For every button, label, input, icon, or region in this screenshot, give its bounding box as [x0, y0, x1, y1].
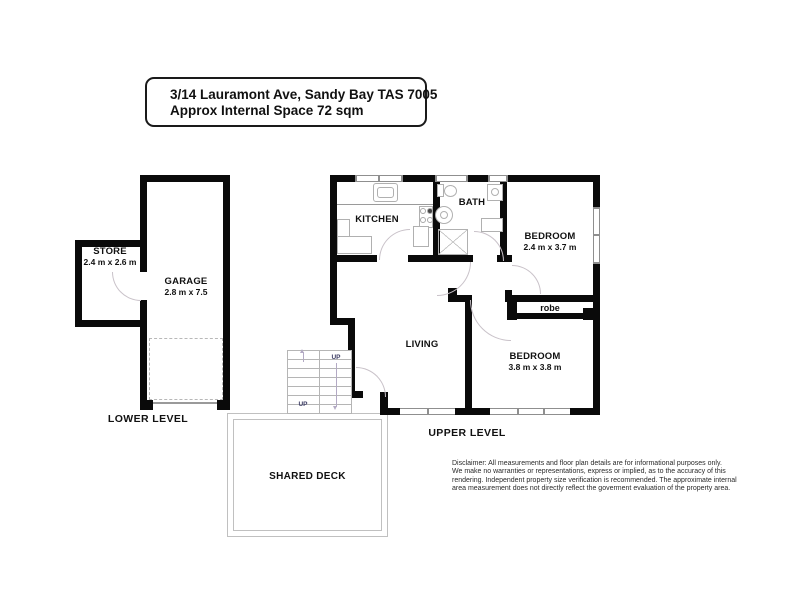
wall — [217, 400, 230, 410]
toilet-bowl-icon — [444, 185, 457, 197]
wall — [223, 175, 230, 410]
store-dims: 2.4 m x 2.6 m — [83, 257, 137, 268]
garage-door-line — [153, 402, 217, 404]
toilet-icon — [437, 184, 444, 197]
disclaimer-line: Disclaimer: All measurements and floor plan details are for informational purposes only. — [452, 460, 722, 467]
address-line: 3/14 Lauramont Ave, Sandy Bay TAS 7005 — [170, 87, 438, 102]
kitchen-label: KITCHEN — [355, 214, 399, 225]
stairs-direction-line — [303, 352, 304, 362]
shower-icon — [438, 229, 468, 255]
stairs-direction-line — [336, 363, 337, 407]
bath-label: BATH — [458, 197, 486, 208]
wall — [583, 308, 593, 320]
bedroom2-dims: 3.8 m x 3.8 m — [508, 362, 562, 373]
sink-bowl-icon — [377, 187, 394, 198]
wall — [140, 175, 230, 182]
bedroom2-name: BEDROOM — [509, 351, 561, 362]
garage-label — [150, 276, 222, 297]
bedroom1-label — [500, 231, 600, 252]
cabinet-icon — [481, 218, 503, 232]
bedroom1-name: BEDROOM — [524, 231, 576, 242]
bedroom2-label — [483, 351, 587, 372]
store-label — [75, 246, 145, 267]
wall — [505, 295, 600, 302]
door-arc — [112, 272, 141, 301]
wall — [140, 400, 153, 410]
garage-name: GARAGE — [164, 276, 208, 287]
wall — [140, 300, 147, 410]
disclaimer-line: rendering. Independent property size verification is recommended. The approximate internal — [452, 476, 737, 484]
up-label: UP — [331, 354, 341, 361]
cabinet-icon — [413, 226, 429, 247]
door-arc — [356, 367, 386, 397]
garage-door-dashed-area — [149, 338, 223, 400]
door-arc — [379, 229, 410, 260]
disclaimer-line: area measurement does not directly reflect the goverment evaluation of the property area. — [452, 485, 731, 493]
door-arc — [470, 300, 511, 341]
wall — [440, 255, 473, 262]
title-box — [145, 77, 438, 127]
vanity-basin-icon — [491, 188, 499, 196]
wall — [330, 175, 337, 325]
internal-space-line: Approx Internal Space 72 sqm — [170, 102, 364, 118]
disclaimer-line: We make no warranties or representations, express or implied, as to the accuracy of this — [452, 468, 726, 476]
living-label: LIVING — [405, 339, 439, 350]
window — [435, 175, 468, 182]
window — [488, 175, 508, 182]
bedroom1-dims: 2.4 m x 3.7 m — [523, 242, 577, 253]
arrow-up-icon — [300, 349, 304, 353]
kitchen-counter-icon — [337, 204, 433, 205]
wall — [517, 313, 583, 319]
wall — [330, 255, 377, 262]
garage-dims: 2.8 m x 7.5 — [164, 287, 208, 298]
cabinet-icon — [337, 236, 372, 254]
door-arc — [437, 262, 471, 296]
shared-deck-label: SHARED DECK — [269, 471, 346, 482]
store-name: STORE — [93, 246, 127, 257]
wall — [408, 255, 440, 262]
burner-icon — [420, 217, 426, 223]
burner-icon — [427, 208, 433, 214]
door-arc — [512, 265, 541, 294]
arrow-down-icon — [333, 406, 337, 410]
lower-level-label: LOWER LEVEL — [107, 413, 189, 425]
robe-label: robe — [540, 303, 560, 313]
basin-drain-icon — [440, 211, 448, 219]
wall — [465, 295, 472, 415]
burner-icon — [420, 208, 426, 214]
wall — [75, 320, 147, 327]
upper-level-label: UPPER LEVEL — [428, 427, 506, 439]
burner-icon — [427, 217, 433, 223]
window — [490, 408, 570, 415]
window — [355, 175, 403, 182]
window — [400, 408, 455, 415]
up-label: UP — [298, 401, 308, 408]
disclaimer-text — [452, 460, 737, 494]
